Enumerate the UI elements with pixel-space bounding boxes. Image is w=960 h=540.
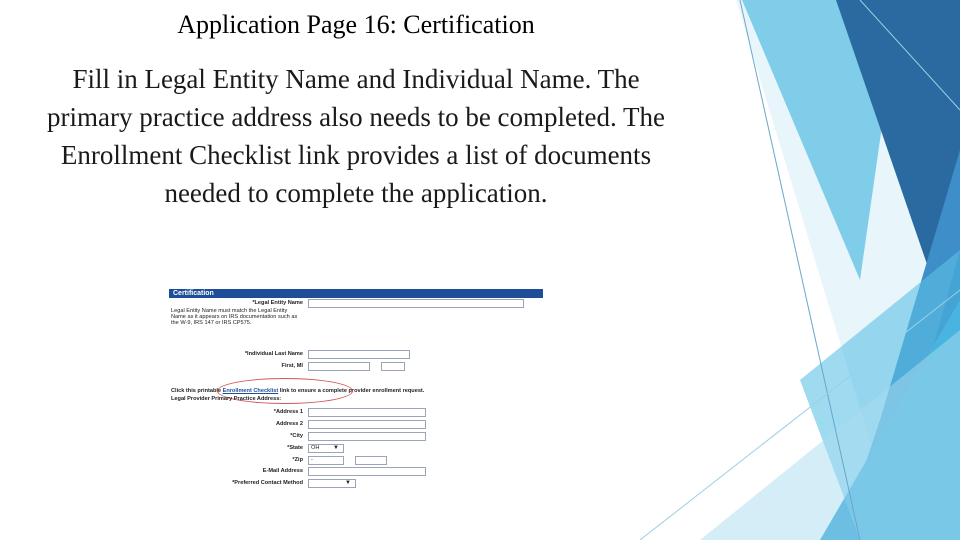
legal-entity-name-label: *Legal Entity Name	[252, 300, 303, 306]
city-input[interactable]	[308, 432, 426, 441]
email-input[interactable]	[308, 467, 426, 476]
top-strip	[169, 282, 543, 289]
checklist-prefix: Click this printable	[171, 388, 223, 394]
zip-input[interactable]	[308, 456, 344, 465]
state-dropdown-icon[interactable]: ▼	[333, 445, 339, 451]
enrollment-checklist-link[interactable]: Enrollment Checklist	[222, 388, 279, 394]
city-label: *City	[290, 433, 303, 439]
zip-value: -	[311, 457, 313, 463]
address1-label: *Address 1	[273, 409, 303, 415]
practice-address-heading: Legal Provider Primary Practice Address:	[171, 396, 282, 402]
zip-label: *Zip	[292, 457, 303, 463]
individual-last-name-input[interactable]	[308, 350, 410, 359]
individual-last-name-label: *Individual Last Name	[244, 351, 303, 357]
certification-form-screenshot	[169, 282, 543, 491]
slide-body-text: Fill in Legal Entity Name and Individual Name. The primary practice address also needs to be completed. The Enrollment Checklist link provides a list of documents needed to complete the application.	[46, 64, 666, 208]
address1-input[interactable]	[308, 408, 426, 417]
checklist-suffix: link to ensure a complete provider enrollment request.	[278, 388, 425, 394]
legal-entity-name-input[interactable]	[308, 299, 524, 308]
state-label: *State	[287, 445, 303, 451]
email-label: E-Mail Address	[262, 468, 303, 474]
contact-dropdown-icon[interactable]: ▼	[345, 480, 351, 486]
middle-initial-input[interactable]	[381, 362, 405, 371]
first-mi-label: First, MI	[281, 363, 303, 369]
address2-input[interactable]	[308, 420, 426, 429]
zip-extension-input[interactable]	[355, 456, 387, 465]
form-header: Certification	[169, 289, 543, 298]
preferred-contact-method-label: *Preferred Contact Method	[232, 480, 303, 486]
first-name-input[interactable]	[308, 362, 370, 371]
legal-entity-note: Legal Entity Name must match the Legal Entity Name as it appears on IRS documentation such as the W-9, IRS 147 or IRS CP575.	[171, 308, 298, 327]
state-value: OH	[311, 445, 320, 451]
slide-title: Application Page 16: Certification	[177, 10, 535, 39]
address2-label: Address 2	[275, 421, 303, 427]
